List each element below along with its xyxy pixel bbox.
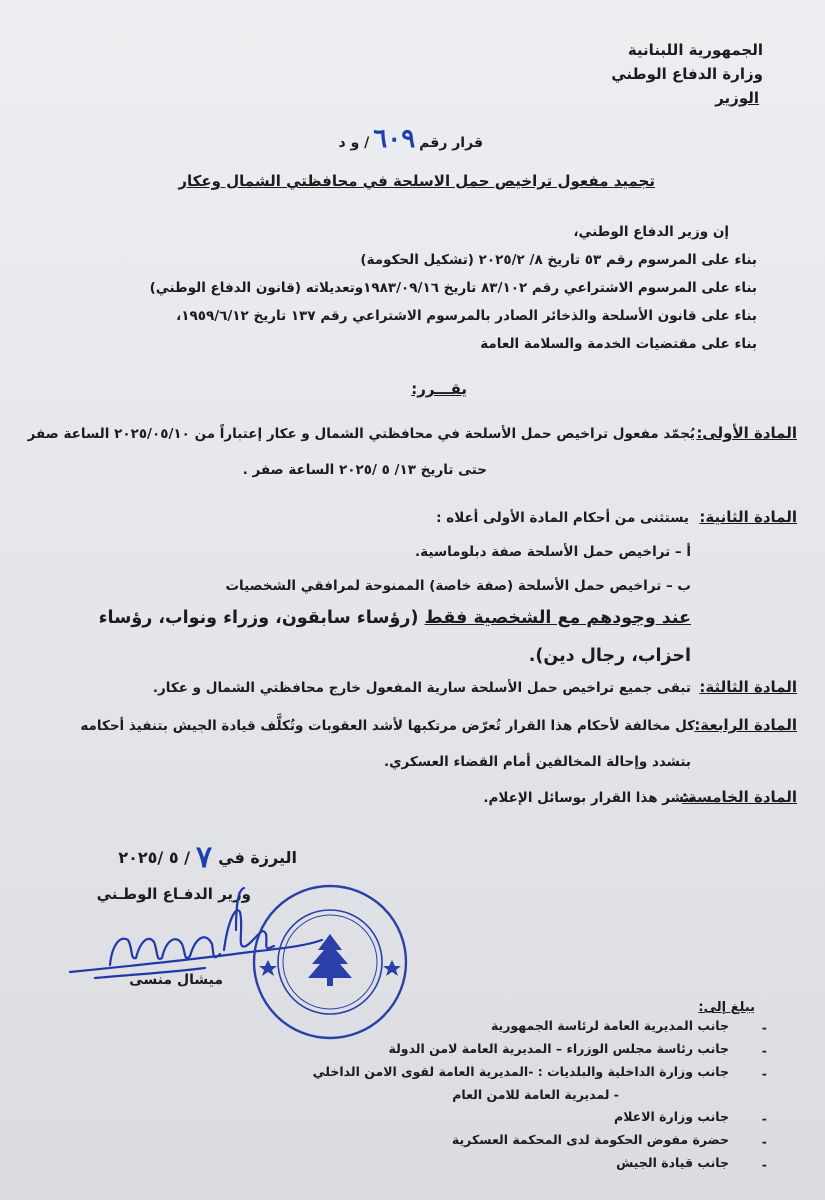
recipient-bullet: - <box>761 1066 767 1081</box>
preamble-intro: إن وزير الدفاع الوطني، <box>573 224 729 240</box>
article-2-emphasis-line-2: احزاب، رجال دين). <box>528 646 691 666</box>
article-1-line-1: يُجمّد مفعول تراخيص حمل الأسلحة في محافظتي الشمال و عكار إعتباراً من ٢٠٢٥/٠٥/١٠ الساعة صفر <box>27 426 695 442</box>
recipient-bullet: - <box>761 1020 767 1035</box>
article-2-item-b: ب – تراخيص حمل الأسلحة (صفة خاصة) الممنوحة لمرافقي الشخصيات <box>225 578 691 594</box>
decides-heading: يقـــرر: <box>411 380 467 398</box>
article-5-label: المادة الخامسة: <box>681 788 797 806</box>
recipient-item: جانب المديرية العامة لرئاسة الجمهورية <box>490 1018 729 1033</box>
republic-name: الجمهورية اللبنانية <box>627 41 763 59</box>
basis-line-2: بناء على المرسوم الاشتراعي رقم ٨٣/١٠٢ تاريخ ١٩٨٣/٠٩/١٦وتعديلاته (قانون الدفاع الوطني) <box>149 280 757 296</box>
recipient-item: جانب وزارة الداخلية والبلديات : -المديرية العامة لقوى الامن الداخلي <box>312 1064 729 1079</box>
article-1-label: المادة الأولى: <box>696 424 797 442</box>
ministry-name: وزارة الدفاع الوطني <box>611 65 763 83</box>
recipient-bullet: - <box>761 1157 767 1172</box>
recipient-item: جانب رئاسة مجلس الوزراء – المديرية العامة لامن الدولة <box>388 1041 729 1056</box>
recipient-item: حضرة مفوض الحكومة لدى المحكمة العسكرية <box>451 1132 729 1147</box>
decision-suffix: / و د <box>338 135 370 151</box>
article-2-intro: يستثنى من أحكام المادة الأولى أعلاه : <box>436 510 689 526</box>
article-2-item-a: أ – تراخيص حمل الأسلحة صفة دبلوماسية. <box>415 544 691 560</box>
signature-date-rest: / ٥ /٢٠٢٥ <box>118 848 190 867</box>
minister-label: الوزير <box>715 89 759 107</box>
decision-label: قرار رقم <box>419 135 483 151</box>
recipient-bullet: - <box>761 1043 767 1058</box>
signatory-name: ميشال منسى <box>129 972 223 988</box>
signatory-title: وزير الدفـاع الوطـني <box>96 885 251 903</box>
signature-place: اليرزة في <box>218 848 297 867</box>
recipient-bullet: - <box>761 1111 767 1126</box>
article-4-line-2: بتشدد وإحالة المخالفين أمام القضاء العسكري. <box>383 754 691 770</box>
decree-title: تجميد مفعول تراخيص حمل الاسلحة في محافظتي الشمال وعكار <box>178 172 655 190</box>
signature-day: ٧ <box>196 840 213 875</box>
article-2-label: المادة الثانية: <box>699 508 797 526</box>
recipient-item: جانب وزارة الاعلام <box>614 1109 729 1124</box>
article-3-text: تبقى جميع تراخيص حمل الأسلحة سارية المفعول خارج محافظتي الشمال و عكار. <box>152 680 691 696</box>
recipient-item: - لمديرية العامة للامن العام <box>452 1087 619 1102</box>
article-5-text: ينشر هذا القرار بوسائل الإعلام. <box>483 790 695 806</box>
article-4-label: المادة الرابعة: <box>694 716 797 734</box>
basis-line-3: بناء على قانون الأسلحة والذخائر الصادر بالمرسوم الاشتراعي رقم ١٣٧ تاريخ ١٩٥٩/٦/١٢، <box>176 308 757 324</box>
article-4-line-1: كل مخالفة لأحكام هذا القرار تُعرّض مرتكبها لأشد العقوبات وتُكلَّف قيادة الجيش بتنفيذ أحكامه <box>80 718 695 734</box>
decision-number: ٦٠٩ <box>373 124 416 154</box>
article-1-line-2: حتى تاريخ ١٣/ ٥ /٢٠٢٥ الساعة صفر . <box>242 462 487 478</box>
basis-line-1: بناء على المرسوم رقم ٥٣ تاريخ ٨/ ٢٠٢٥/٢ (تشكيل الحكومة) <box>360 252 757 268</box>
recipient-item: جانب قيادة الجيش <box>616 1155 729 1170</box>
basis-line-4: بناء على مقتضيات الخدمة والسلامة العامة <box>480 336 757 352</box>
article-2-emphasis-rest: (رؤساء سابقون، وزراء ونواب، رؤساء <box>98 608 419 628</box>
official-stamp <box>254 886 406 1038</box>
recipient-bullet: - <box>761 1134 767 1149</box>
notify-label: يبلغ إلى: <box>698 1000 755 1015</box>
article-3-label: المادة الثالثة: <box>699 678 797 696</box>
article-2-emphasis-underlined: عند وجودهم مع الشخصية فقط <box>424 608 691 628</box>
